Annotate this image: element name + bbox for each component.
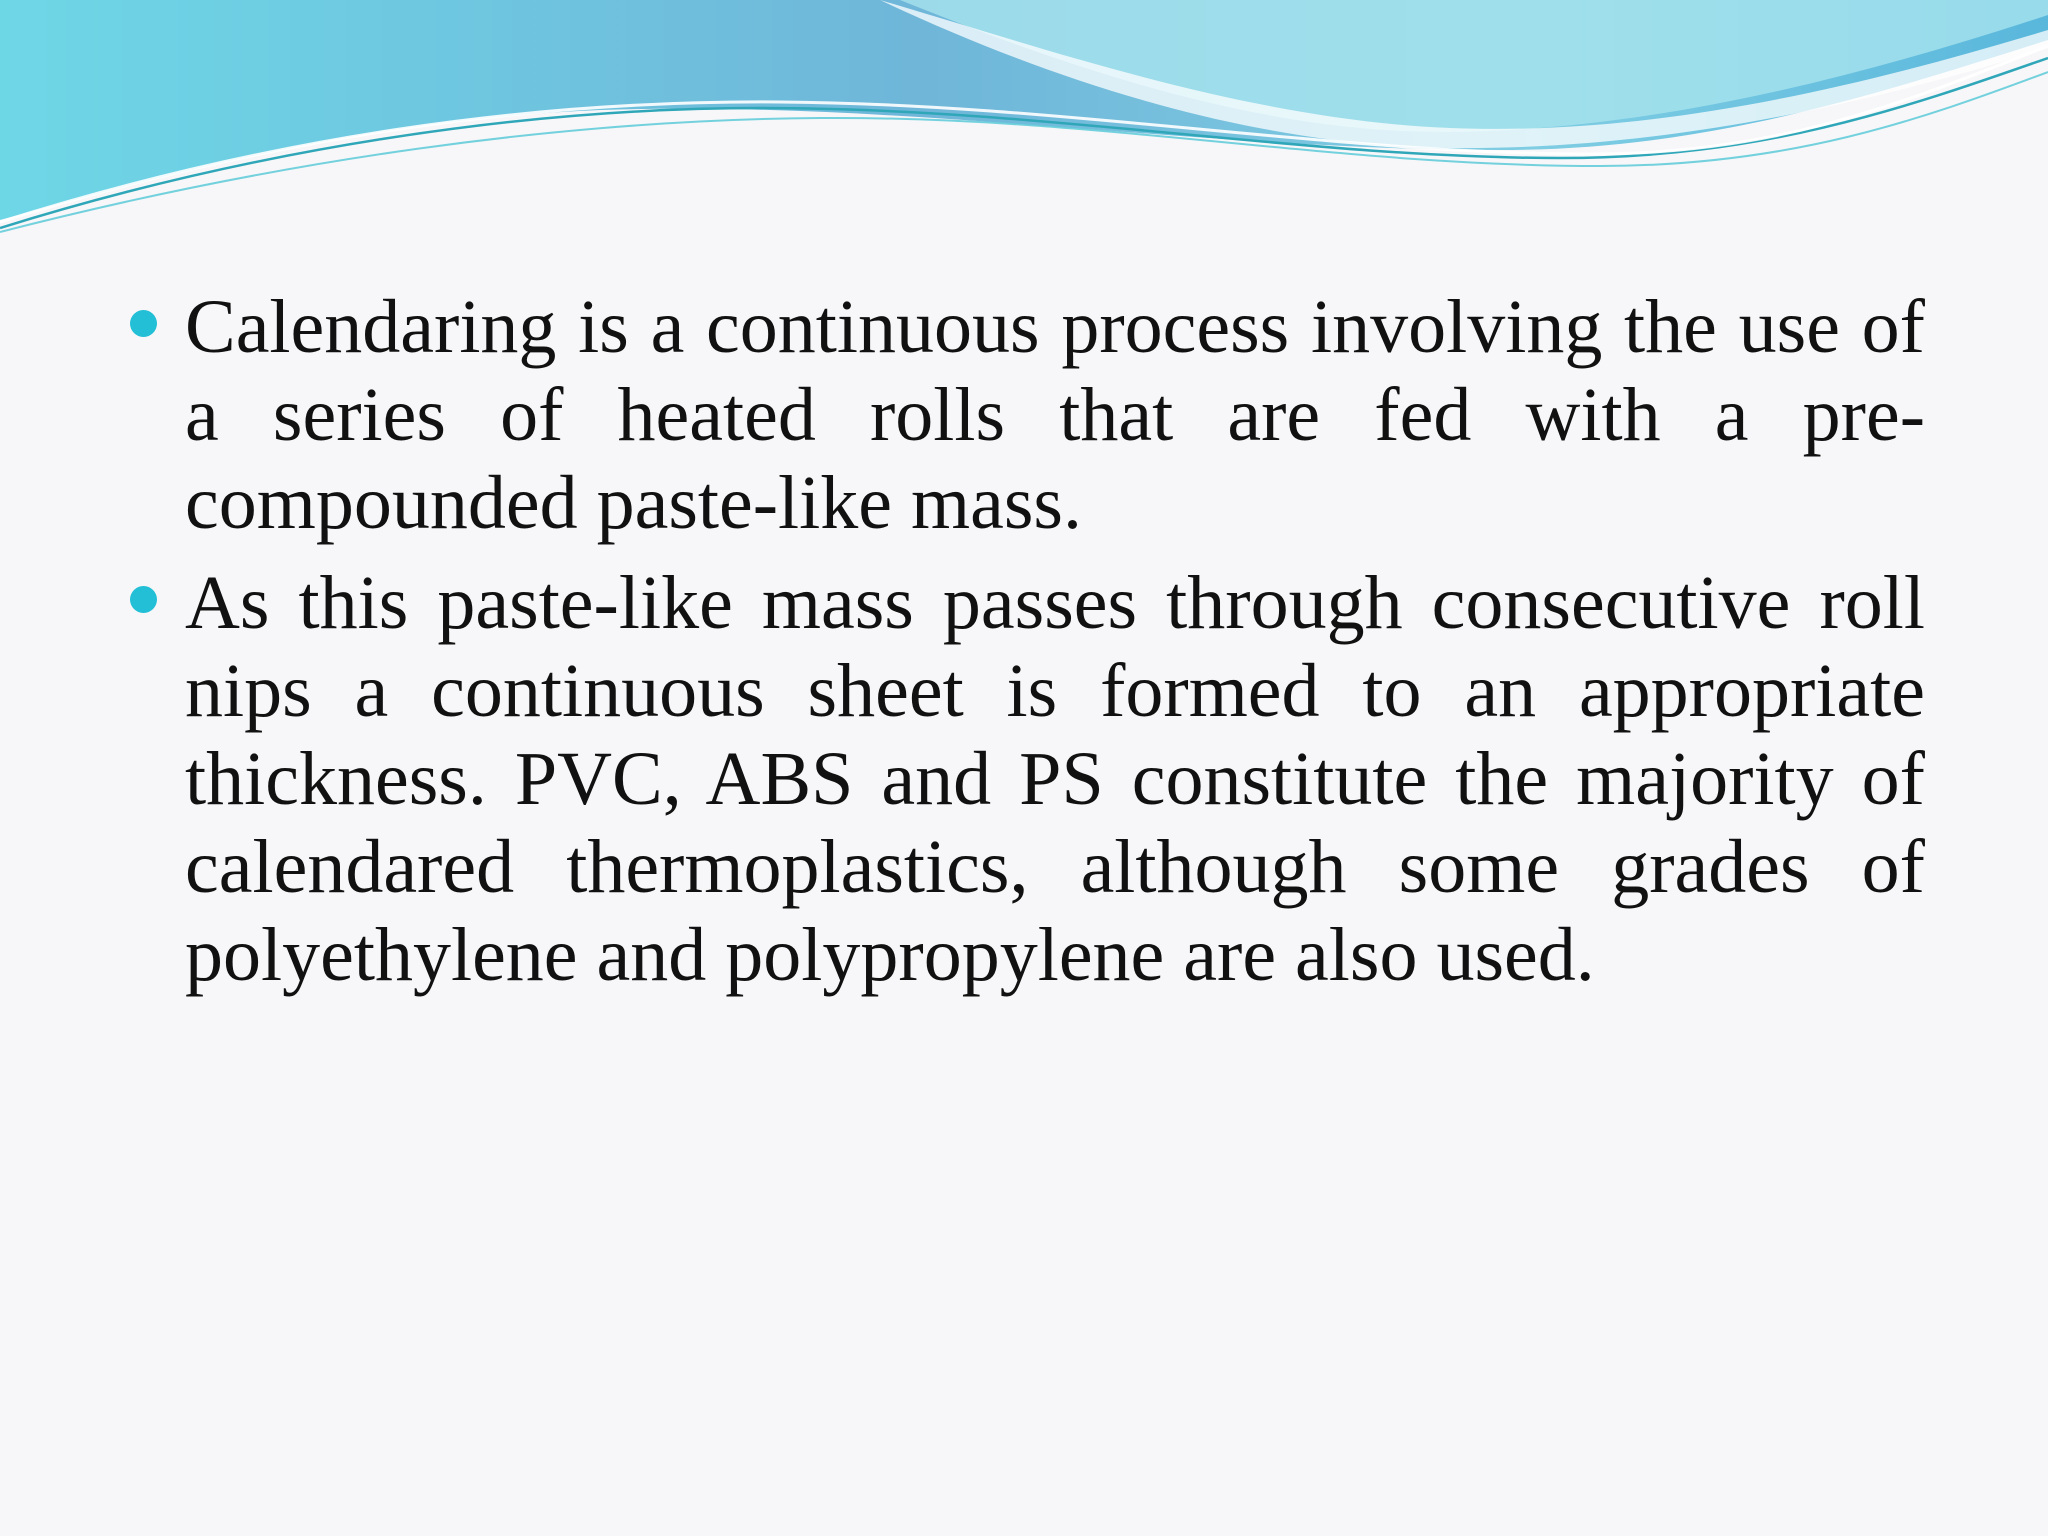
bullet-item bbox=[130, 283, 1925, 547]
slide-content bbox=[130, 283, 1925, 1011]
wave-header-decoration bbox=[0, 0, 2048, 240]
bullet-text: As this paste-like mass passes through consecutive roll nips a continuous sheet is formed to an appropriate thickness. PVC, ABS and PS constitute the majority of calendared thermoplastics, although some grades of polyethylene and polypropylene are also used. bbox=[185, 561, 1925, 997]
bullet-list bbox=[130, 283, 1925, 999]
bullet-text: Calendaring is a continuous process involving the use of a series of heated rolls that are fed with a pre-compounded paste-like mass. bbox=[185, 285, 1925, 545]
bullet-item bbox=[130, 559, 1925, 999]
bullet-dot-icon bbox=[130, 586, 157, 613]
bullet-dot-icon bbox=[130, 310, 157, 337]
